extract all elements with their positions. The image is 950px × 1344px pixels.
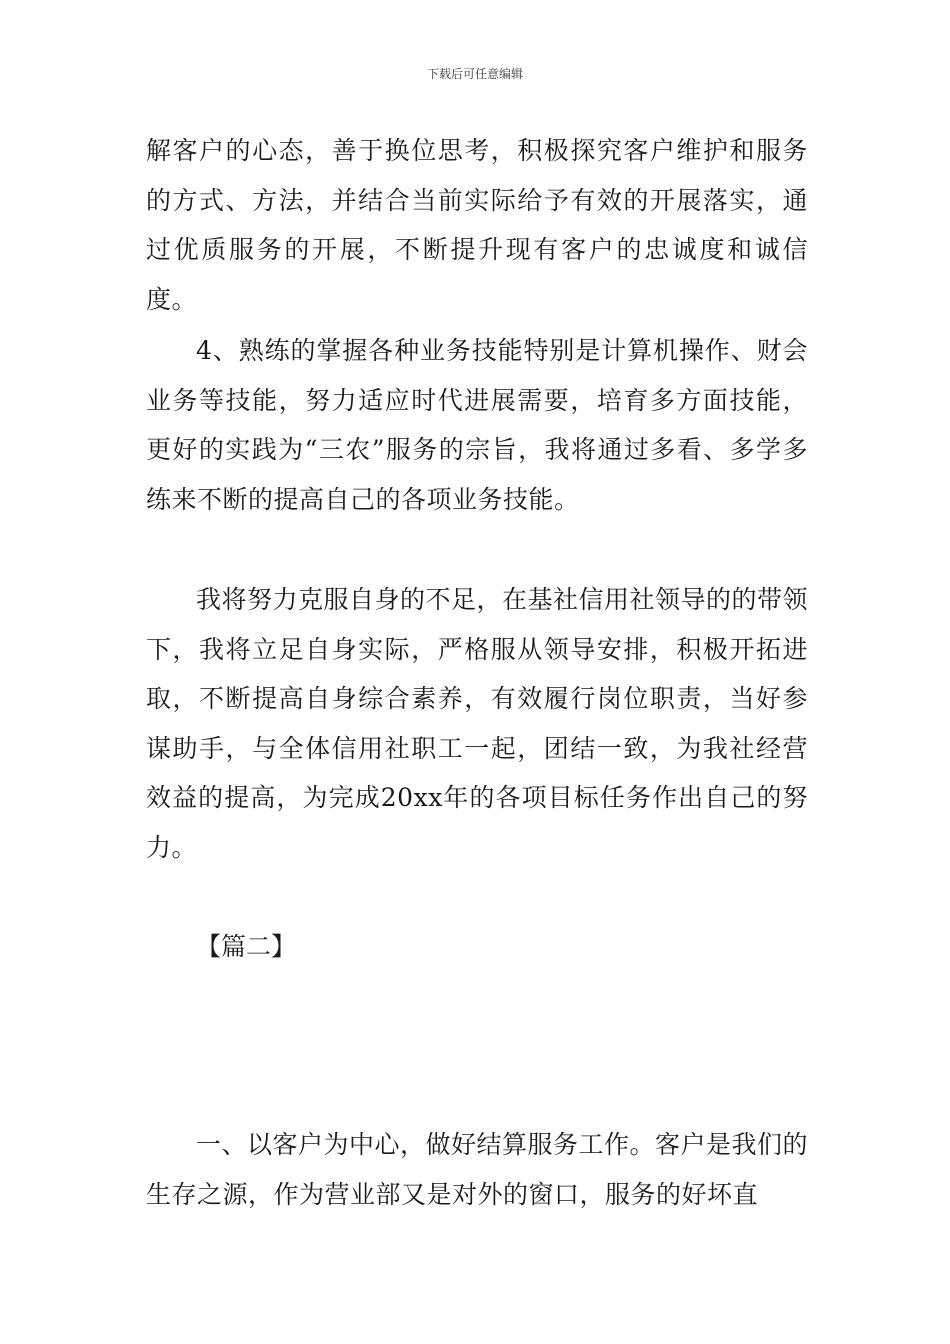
paragraph-item-4: 4、熟练的掌握各种业务技能特别是计算机操作、财会业务等技能，努力适应时代进展需要，培育多方面技能，更好的实践为“三农”服务的宗旨，我将通过多看、多学多练来不断的提高自己的各项业务技能。	[146, 336, 808, 514]
section-heading: 【篇二】	[196, 932, 297, 961]
paragraph-closing: 我将努力克服自身的不足，在基社信用社领导的的带领下，我将立足自身实际，严格服从领导安排，积极开拓进取，不断提高自身综合素养，有效履行岗位职责，当好参谋助手，与全体信用社职工一起，团结一致，为我社经营效益的提高，为完成20xx年的各项目标任务作出自己的努力。	[146, 585, 809, 862]
header-note: 下载后可任意编辑	[426, 67, 523, 81]
paragraph-continued: 解客户的心态，善于换位思考，积极探究客户维护和服务的方式、方法，并结合当前实际给予有效的开展落实，通过优质服务的开展，不断提升现有客户的忠诚度和诚信度。	[146, 136, 808, 314]
paragraph-section-two: 一、以客户为中心，做好结算服务工作。客户是我们的生存之源，作为营业部又是对外的窗口，服务的好坏直	[146, 1130, 809, 1209]
